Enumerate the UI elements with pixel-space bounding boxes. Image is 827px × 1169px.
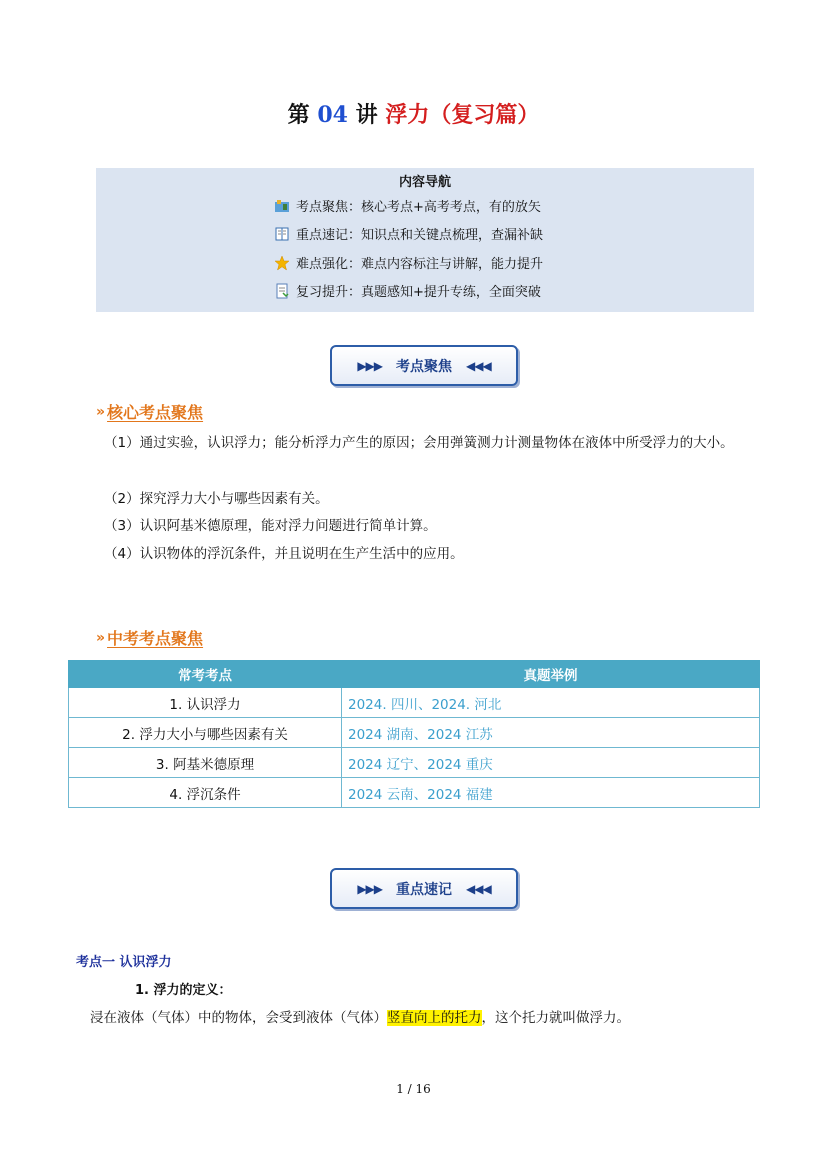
column-header: 常考考点 — [69, 661, 342, 688]
nav-item-focus — [274, 196, 541, 215]
nav-item-label: 复习提升：真题感知+提升专练，全面突破 — [296, 285, 541, 300]
exam-points-table — [68, 660, 760, 808]
definition-highlight: 竖直向上的托力 — [387, 1010, 482, 1026]
right-arrows-icon: ▶▶▶ — [357, 358, 382, 373]
title-topic: 浮力（复习篇） — [385, 102, 540, 128]
nav-item-notes — [274, 224, 543, 243]
table-row — [69, 718, 760, 748]
section-banner-notes — [330, 868, 518, 909]
nav-item-label: 重点速记：知识点和关键点梳理，查漏补缺 — [296, 228, 544, 243]
exam-heading — [96, 626, 203, 649]
table-cell-example: 2024. 四川、2024. 河北 — [342, 688, 760, 718]
table-cell-point: 3. 阿基米德原理 — [69, 748, 342, 778]
core-heading — [96, 400, 203, 423]
exam-heading-text: 中考考点聚焦 — [107, 629, 204, 648]
page-number: 1 / 16 — [396, 1082, 431, 1096]
table-row — [69, 748, 760, 778]
core-point-4: （4）认识物体的浮沉条件，并且说明在生产生活中的应用。 — [104, 546, 464, 562]
table-header-row — [69, 661, 760, 688]
content-navigation — [96, 168, 754, 312]
table-cell-point: 1. 认识浮力 — [69, 688, 342, 718]
star-icon — [274, 255, 290, 271]
core-point-3: （3）认识阿基米德原理，能对浮力问题进行简单计算。 — [104, 518, 437, 534]
double-chevron-icon: » — [96, 403, 106, 420]
book-icon — [274, 226, 290, 242]
right-arrows-icon: ▶▶▶ — [357, 881, 382, 896]
definition-text-before: 浸在液体（气体）中的物体，会受到液体（气体） — [90, 1010, 387, 1026]
table-row — [69, 778, 760, 808]
core-point-1: （1）通过实验，认识浮力；能分析浮力产生的原因；会用弹簧测力计测量物体在液体中所受浮力的大小。 — [104, 435, 734, 451]
table-cell-point: 2. 浮力大小与哪些因素有关 — [69, 718, 342, 748]
page-title — [0, 98, 827, 129]
definition-text-after: ，这个托力就叫做浮力。 — [481, 1010, 630, 1026]
nav-item-label: 考点聚焦：核心考点+高考考点，有的放矢 — [296, 200, 541, 215]
title-number: 04 — [317, 102, 348, 128]
nav-item-difficulty — [274, 253, 543, 272]
section-banner-focus — [330, 345, 518, 386]
nav-item-review — [274, 281, 541, 300]
column-header: 真题举例 — [342, 661, 760, 688]
nav-item-label: 难点强化：难点内容标注与讲解，能力提升 — [296, 257, 544, 272]
map-icon — [274, 198, 290, 214]
core-point-2: （2）探究浮力大小与哪些因素有关。 — [104, 491, 329, 507]
banner-label: 考点聚焦 — [396, 358, 452, 375]
title-prefix: 第 — [287, 102, 310, 128]
table-row — [69, 688, 760, 718]
title-mid: 讲 — [355, 102, 378, 128]
table-cell-example: 2024 云南、2024 福建 — [342, 778, 760, 808]
left-arrows-icon: ◀◀◀ — [466, 358, 491, 373]
nav-heading: 内容导航 — [398, 175, 451, 190]
table-cell-point: 4. 浮沉条件 — [69, 778, 342, 808]
section-title: 考点一 认识浮力 — [76, 955, 172, 970]
table-cell-example: 2024 辽宁、2024 重庆 — [342, 748, 760, 778]
definition-text — [90, 1006, 630, 1026]
document-icon — [274, 283, 290, 299]
banner-label: 重点速记 — [396, 881, 452, 898]
core-heading-text: 核心考点聚焦 — [107, 403, 204, 422]
definition-title: 1. 浮力的定义： — [135, 983, 232, 998]
table-cell-example: 2024 湖南、2024 江苏 — [342, 718, 760, 748]
double-chevron-icon: » — [96, 629, 106, 646]
left-arrows-icon: ◀◀◀ — [466, 881, 491, 896]
